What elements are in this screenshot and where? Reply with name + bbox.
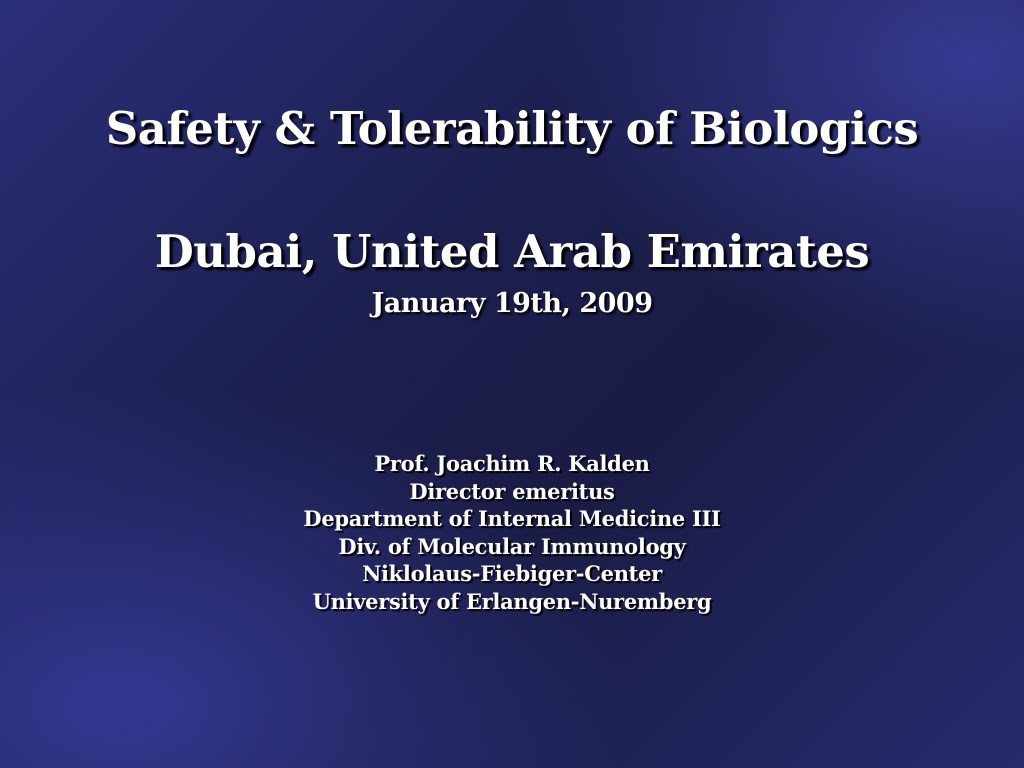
event-location: Dubai, United Arab Emirates <box>154 225 870 278</box>
presenter-university: University of Erlangen-Nuremberg <box>312 588 712 614</box>
presenter-division: Div. of Molecular Immunology <box>338 533 686 559</box>
event-date: January 19th, 2009 <box>371 288 653 319</box>
presenter-center: Niklolaus-Fiebiger-Center <box>362 561 662 586</box>
presenter-name: Prof. Joachim R. Kalden <box>374 451 650 476</box>
presenter-position: Director emeritus <box>409 478 615 504</box>
slide-title: Safety & Tolerability of Biologics <box>105 102 919 155</box>
presenter-block <box>0 450 1024 615</box>
presenter-department: Department of Internal Medicine III <box>303 506 721 531</box>
